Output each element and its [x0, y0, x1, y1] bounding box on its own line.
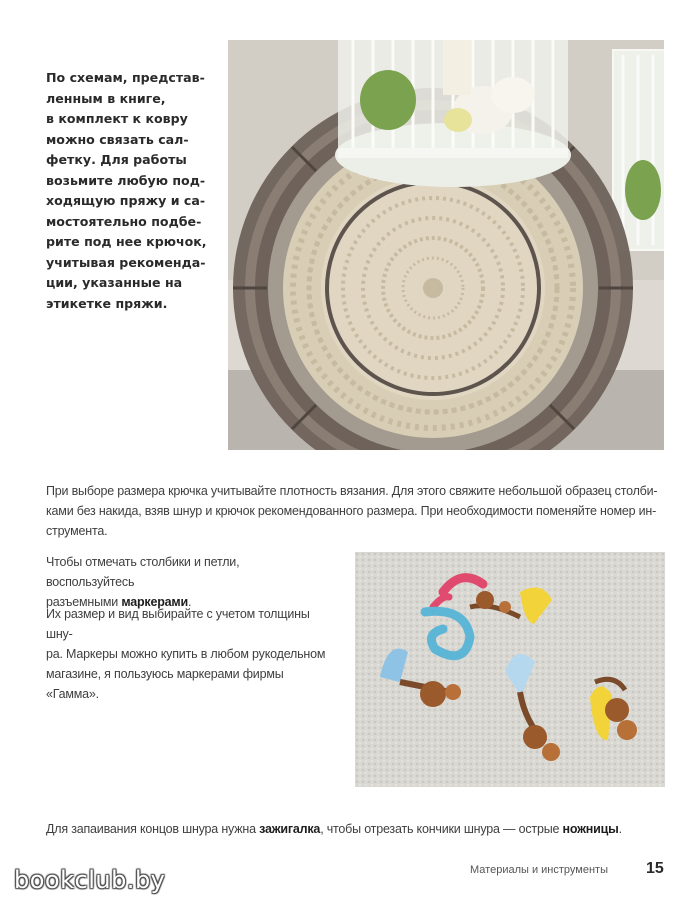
- scissors-bold-term: ножницы: [562, 822, 619, 836]
- intro-line: ходящую пряжу и са-: [46, 193, 206, 208]
- intro-line: По схемам, представ-: [46, 70, 205, 85]
- lighter-paragraph: [46, 819, 666, 839]
- intro-line: можно связать сал-: [46, 131, 189, 147]
- hook-line: При выборе размера крючка учитывайте плотность вязания. Для этого свяжите небольшой образец столби-: [46, 484, 658, 498]
- markers-info-line: ра. Маркеры можно купить в любом рукодельном: [46, 647, 326, 661]
- lighter-bold-term: зажигалка: [259, 822, 321, 836]
- hook-line: ками без накида, взяв шнур и крючок рекомендованного размера. При необходимости поменяйте номер ин-: [46, 504, 657, 518]
- markers-info-paragraph: [46, 604, 326, 704]
- doily-illustration: [228, 40, 664, 450]
- hook-size-paragraph: [46, 481, 658, 541]
- lighter-after: .: [618, 822, 622, 836]
- markers-photo: [355, 552, 665, 787]
- footer-section-title: Материалы и инструменты: [470, 864, 608, 876]
- intro-line: учитывая рекоменда-: [46, 254, 206, 270]
- intro-line: этикетке пряжи.: [46, 295, 168, 311]
- intro-line: возьмите любую под-: [46, 172, 206, 188]
- intro-line: мостоятельно подбе-: [46, 213, 202, 229]
- markers-illustration: [355, 552, 665, 787]
- watermark: bookclub.by: [14, 866, 166, 894]
- markers-line-after: .: [187, 595, 192, 609]
- page-number: 15: [646, 860, 664, 877]
- lighter-before: Для запаивания концов шнура нужна: [46, 822, 260, 836]
- doily-photo: [228, 40, 664, 450]
- intro-line: фетку. Для работы: [46, 152, 187, 167]
- markers-paragraph: [46, 552, 326, 612]
- intro-line: рите под нее крючок,: [46, 234, 207, 249]
- intro-line: в комплект к ковру: [46, 111, 188, 126]
- lantern-center: [335, 40, 571, 187]
- markers-line: Чтобы отмечать столбики и петли, воспользуйтесь: [46, 555, 240, 589]
- intro-line: ленным в книге,: [46, 90, 166, 106]
- markers-info-line: Их размер и вид выбирайте с учетом толщины шну-: [46, 607, 310, 641]
- intro-line: ции, указанные на: [46, 275, 183, 290]
- markers-bold-term: маркерами: [121, 595, 188, 609]
- lighter-middle: , чтобы отрезать кончики шнура — острые: [320, 822, 563, 836]
- intro-text: [46, 68, 218, 314]
- hook-line: струмента.: [46, 524, 108, 538]
- markers-info-line: магазине, я пользуюсь маркерами фирмы «Гамма».: [46, 667, 284, 701]
- markers-line-before: разъемными: [46, 595, 122, 609]
